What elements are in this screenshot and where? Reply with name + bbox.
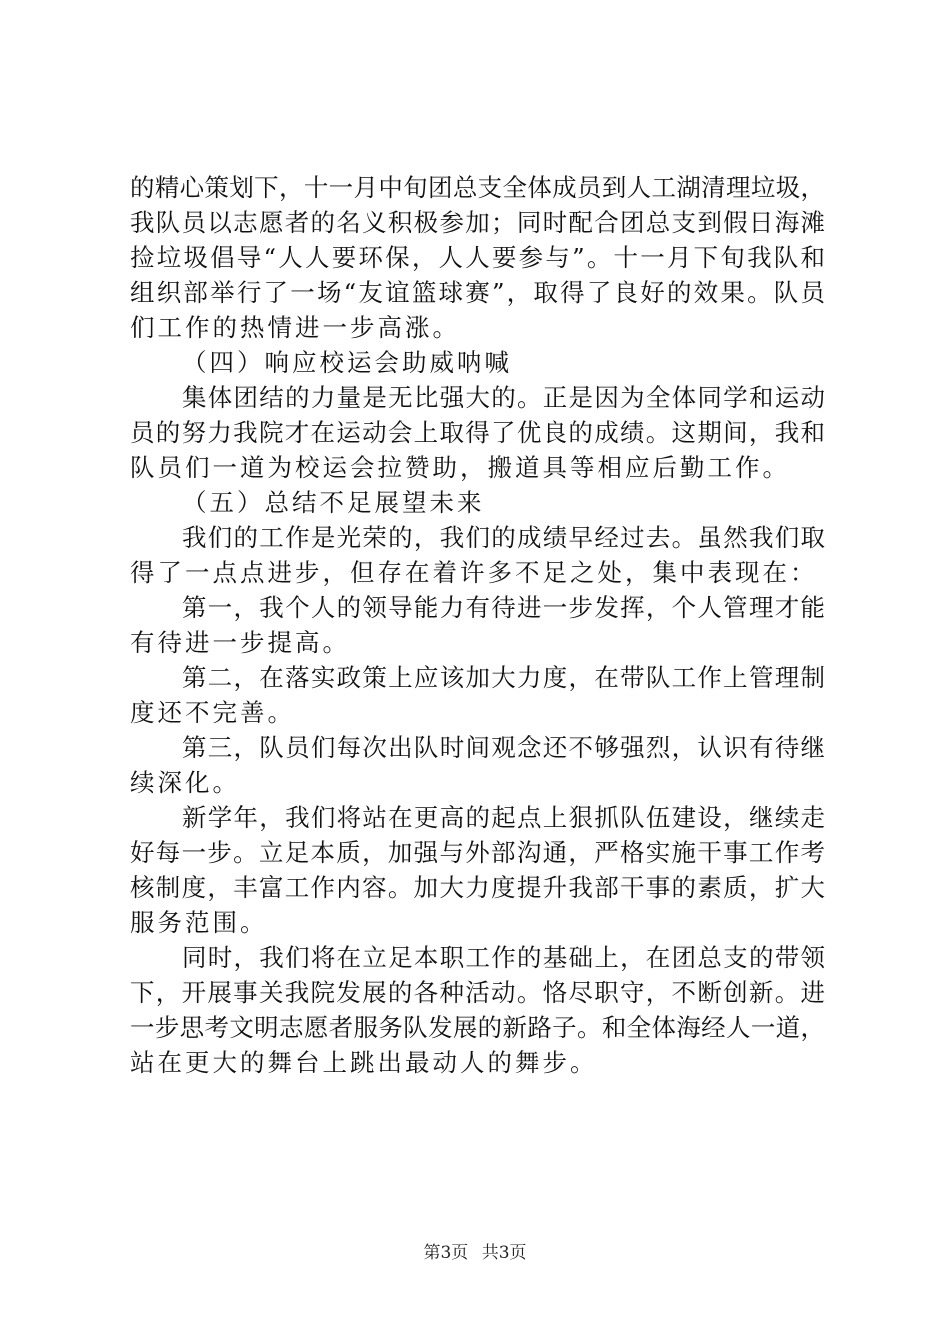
page-total: 共3页: [481, 1243, 527, 1263]
paragraph-line: 度还不完善。: [130, 698, 295, 727]
paragraph-line: 员的努力我院才在运动会上取得了优良的成绩。这期间，我和: [130, 418, 825, 447]
paragraph-line: 一步思考文明志愿者服务队发展的新路子。和全体海经人一道，: [130, 1013, 825, 1042]
body-text: [130, 170, 825, 1080]
paragraph-line: 第二，在落实政策上应该加大力度，在带队工作上管理制: [182, 663, 825, 692]
paragraph-line: 我队员以志愿者的名义积极参加；同时配合团总支到假日海滩: [130, 208, 825, 237]
paragraph-line: 集体团结的力量是无比强大的。正是因为全体同学和运动: [182, 383, 825, 412]
paragraph-line: 的精心策划下，十一月中旬团总支全体成员到人工湖清理垃圾，: [130, 173, 825, 202]
paragraph-line: 新学年，我们将站在更高的起点上狠抓队伍建设，继续走: [182, 803, 825, 832]
page-number: 第3页: [423, 1243, 469, 1263]
section-heading: （四）响应校运会助威呐喊: [182, 348, 512, 377]
paragraph-line: 队员们一道为校运会拉赞助，搬道具等相应后勤工作。: [130, 453, 790, 482]
paragraph-line: 们工作的热情进一步高涨。: [130, 313, 460, 342]
paragraph-line: 服务范围。: [130, 908, 268, 937]
paragraph-line: 续深化。: [130, 768, 240, 797]
paragraph-line: 好每一步。立足本质，加强与外部沟通，严格实施干事工作考: [130, 838, 825, 867]
paragraph-line: 有待进一步提高。: [130, 628, 350, 657]
paragraph-line: 捡垃圾倡导“人人要环保，人人要参与”。十一月下旬我队和: [130, 243, 825, 272]
paragraph-line: 站在更大的舞台上跳出最动人的舞步。: [130, 1048, 598, 1077]
paragraph-line: 我们的工作是光荣的，我们的成绩早经过去。虽然我们取: [182, 523, 825, 552]
section-heading: （五）总结不足展望未来: [182, 488, 485, 517]
paragraph-line: 下，开展事关我院发展的各种活动。恪尽职守，不断创新。进: [130, 978, 825, 1007]
paragraph-line: 核制度，丰富工作内容。加大力度提升我部干事的素质，扩大: [130, 873, 825, 902]
paragraph-line: 得了一点点进步，但存在着许多不足之处，集中表现在：: [130, 558, 818, 587]
page-footer: [0, 1242, 950, 1264]
paragraph-line: 同时，我们将在立足本职工作的基础上，在团总支的带领: [182, 943, 825, 972]
paragraph-line: 组织部举行了一场“友谊篮球赛”，取得了良好的效果。队员: [130, 278, 825, 307]
paragraph-line: 第三，队员们每次出队时间观念还不够强烈，认识有待继: [182, 733, 825, 762]
paragraph-line: 第一，我个人的领导能力有待进一步发挥，个人管理才能: [182, 593, 825, 622]
